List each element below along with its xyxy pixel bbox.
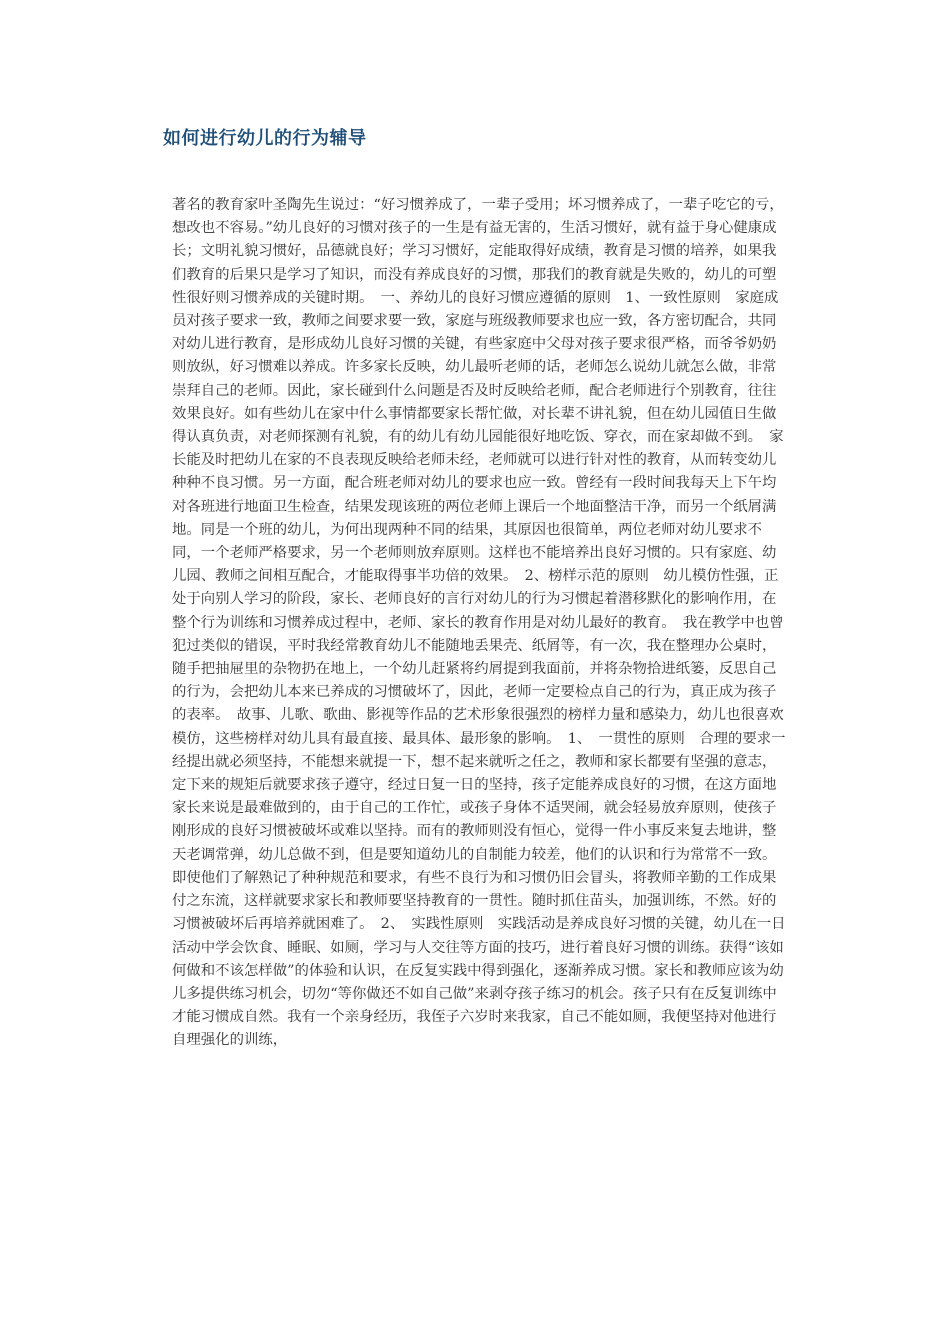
document-body-text: 著名的教育家叶圣陶先生说过：“好习惯养成了，一辈子受用；坏习惯养成了，一辈子吃它的亏，想改也不容易。”幼儿良好的习惯对孩子的一生是有益无害的，生活习惯好，就有益于身心健康成长；文明礼貌习惯好，品德就良好；学习习惯好，定能取得好成绩，教育是习惯的培养，如果我们教育的后果只是学习了知识，而没有养成良好的习惯，那我们的教育就是失败的，幼儿的可塑性很好则习惯养成的关键时期。 一、养幼儿的良好习惯应遵循的原则 1、一致性原则 家庭成员对孩子要求一致，教师之间要求要一致，家庭与班级教师要求也应一致，各方密切配合，共同对幼儿进行教育，是形成幼儿良好习惯的关键，有些家庭中父母对孩子要求很严格，而爷爷奶奶则放纵，好习惯难以养成。许多家长反映，幼儿最听老师的话，老师怎么说幼儿就怎么做，非常崇拜自己的老师。因此，家长碰到什么问题是否及时反映给老师，配合老师进行个别教育，往往效果良好。如有些幼儿在家中什么事情都要家长帮忙做，对长辈不讲礼貌，但在幼儿园值日生做得认真负责，对老师探测有礼貌，有的幼儿有幼儿园能很好地吃饭、穿衣，而在家却做不到。 家长能及时把幼儿在家的不良表现反映给老师未经，老师就可以进行针对性的教育，从而转变幼儿种种不良习惯。另一方面，配合班老师对幼儿的要求也应一致。曾经有一段时间我每天上下午均对各班进行地面卫生检查，结果发现该班的两位老师上课后一个地面整洁干净，而另一个纸屑满地。同是一个班的幼儿，为何出现两种不同的结果，其原因也很简单，两位老师对幼儿要求不同，一个老师严格要求，另一个老师则放弃原则。这样也不能培养出良好习惯的。只有家庭、幼儿园、教师之间相互配合，才能取得事半功倍的效果。 2、榜样示范的原则 幼儿模仿性强，正处于向别人学习的阶段，家长、老师良好的言行对幼儿的行为习惯起着潜移默化的影响作用，在整个行为训练和习惯养成过程中，老师、家长的教育作用是对幼儿最好的教育。 我在教学中也曾犯过类似的错误，平时我经常教育幼儿不能随地丢果壳、纸屑等，有一次，我在整理办公桌时，随手把抽屉里的杂物扔在地上，一个幼儿赶紧将约屑提到我面前，并将杂物拾进纸篓，反思自己的行为，会把幼儿本来已养成的习惯破坏了，因此，老师一定要检点自己的行为，真正成为孩子的表率。 故事、儿歌、歌曲、影视等作品的艺术形象很强烈的榜样力量和感染力，幼儿也很喜欢模仿，这些榜样对幼儿具有最直接、最具体、最形象的影响。 1、 一贯性的原则 合理的要求一经提出就必须坚持，不能想来就提一下，想不起来就听之任之，教师和家长都要有坚强的意志，定下来的规矩后就要求孩子遵守，经过日复一日的坚持，孩子定能养成良好的习惯，在这方面地家长来说是最难做到的，由于自己的工作忙，或孩子身体不适哭闹，就会轻易放弃原则，使孩子刚形成的良好习惯被破坏或难以坚持。而有的教师则没有恒心，觉得一件小事反来复去地讲，整天老调常弹，幼儿总做不到，但是要知道幼儿的自制能力较差，他们的认识和行为常常不一致。即使他们了解熟记了种种规范和要求，有些不良行为和习惯仍旧会冒头，将教师辛勤的工作成果付之东流，这样就要求家长和教师要坚持教育的一贯性。随时抓住苗头，加强训练，不然。好的习惯被破坏后再培养就困难了。 2、 实践性原则 实践活动是养成良好习惯的关键，幼儿在一日活动中学会饮食、睡眠、如厕，学习与人交往等方面的技巧，进行着良好习惯的训练。获得“该如何做和不该怎样做”的体验和认识，在反复实践中得到强化，逐渐养成习惯。家长和教师应该为幼儿多提供练习机会，切勿“等你做还不如自己做”来剥夺孩子练习的机会。孩子只有在反复训练中才能习惯成自然。我有一个亲身经历，我侄子六岁时来我家，自己不能如厕，我便坚持对他进行自理强化的训练，	[172, 197, 786, 1049]
document-title: 如何进行幼儿的行为辅导	[163, 128, 367, 149]
